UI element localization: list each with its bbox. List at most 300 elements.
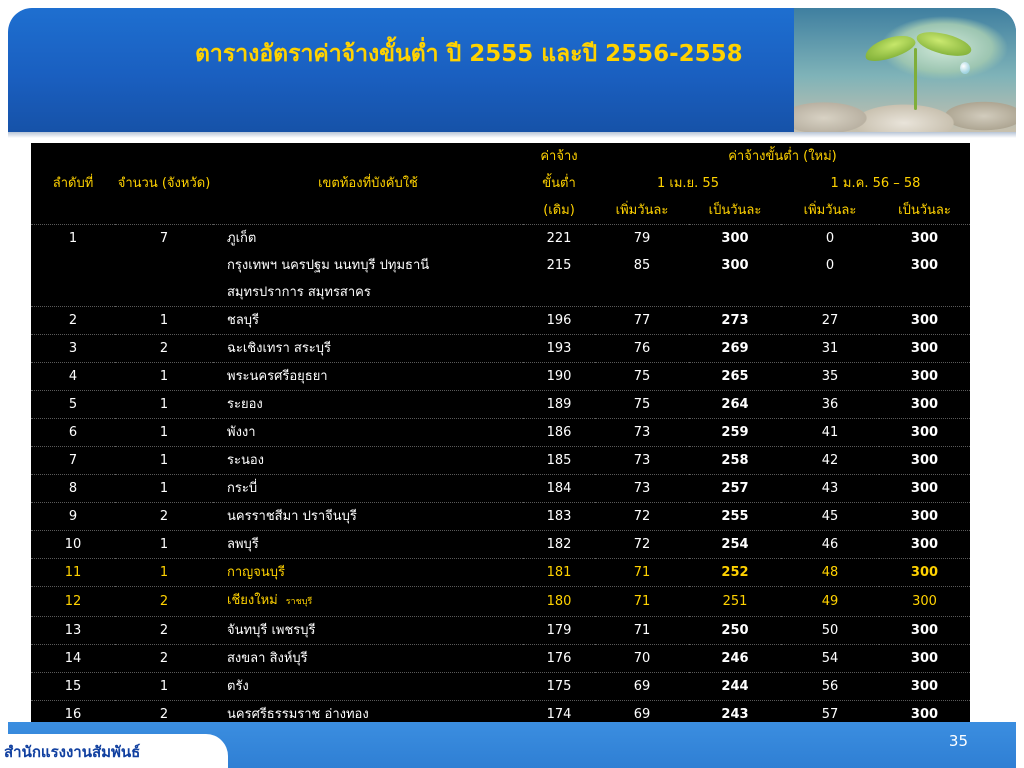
cell-per-day-1 bbox=[689, 447, 781, 475]
water-droplet-icon bbox=[960, 62, 970, 74]
header-per-day-1: เป็นวันละ bbox=[708, 203, 762, 218]
cell-area-text: เชียงใหม่ bbox=[227, 593, 278, 608]
cell-increase-1-text: 73 bbox=[633, 481, 651, 496]
cell-count-text: 2 bbox=[159, 594, 169, 609]
cell-per-day-2-text: 300 bbox=[910, 425, 939, 440]
cell-old-wage bbox=[523, 419, 595, 447]
cell-area-text: ฉะเชิงเทรา สระบุรี bbox=[227, 341, 332, 356]
cell-old-wage-text: 215 bbox=[546, 258, 572, 273]
cell-count bbox=[115, 391, 213, 419]
cell-old-wage-text: 190 bbox=[546, 369, 572, 384]
cell-increase-1-text: 72 bbox=[633, 509, 651, 524]
cell-per-day-1-text: 252 bbox=[721, 565, 749, 580]
cell-no-text: 12 bbox=[64, 594, 82, 609]
cell-count-text: 2 bbox=[159, 509, 169, 524]
cell-per-day-2 bbox=[879, 307, 970, 335]
cell-old-wage-text: 189 bbox=[546, 397, 572, 412]
cell-increase-2 bbox=[781, 447, 879, 475]
cell-per-day-2 bbox=[879, 363, 970, 391]
cell-increase-2 bbox=[781, 645, 879, 673]
cell-per-day-2 bbox=[879, 503, 970, 531]
footer-org-name: สำนักแรงงานสัมพันธ์ bbox=[4, 743, 141, 761]
cell-old-wage-text: 182 bbox=[546, 537, 572, 552]
cell-area-text: กาญจนบุรี bbox=[227, 565, 285, 580]
cell-per-day-1-text: 255 bbox=[721, 509, 749, 524]
header-new-wage: ค่าจ้างขั้นต่ำ (ใหม่) bbox=[728, 149, 837, 164]
cell-no bbox=[31, 617, 115, 645]
cell-area-text: ระยอง bbox=[227, 397, 263, 412]
cell-old-wage bbox=[523, 673, 595, 701]
cell-no bbox=[31, 279, 115, 307]
cell-increase-1-text: 85 bbox=[633, 258, 651, 273]
cell-area bbox=[213, 225, 523, 253]
cell-per-day-2-text: 300 bbox=[910, 537, 939, 552]
cell-count bbox=[115, 335, 213, 363]
cell-per-day-2 bbox=[879, 559, 970, 587]
cell-increase-1 bbox=[595, 447, 689, 475]
cell-increase-1-text: 70 bbox=[633, 651, 651, 666]
sprout-leaf-left bbox=[862, 30, 918, 65]
cell-per-day-1 bbox=[689, 645, 781, 673]
header-shadow bbox=[8, 132, 1016, 138]
cell-increase-2-text: 43 bbox=[821, 481, 839, 496]
slide-title: ตารางอัตราค่าจ้างขั้นต่ำ ปี 2555 และปี 2556-2558 bbox=[195, 41, 743, 67]
cell-per-day-2 bbox=[879, 391, 970, 419]
cell-increase-2 bbox=[781, 391, 879, 419]
cell-count bbox=[115, 225, 213, 253]
table-row bbox=[31, 559, 970, 587]
cell-area-text: กระบี่ bbox=[227, 481, 258, 496]
cell-no-text: 8 bbox=[68, 481, 78, 496]
cell-increase-1 bbox=[595, 475, 689, 503]
header-old-wage-1: ค่าจ้าง bbox=[540, 149, 578, 164]
cell-area-text: สมุทรปราการ สมุทรสาคร bbox=[227, 285, 371, 300]
cell-area bbox=[213, 391, 523, 419]
cell-no bbox=[31, 252, 115, 279]
cell-no bbox=[31, 503, 115, 531]
cell-per-day-2 bbox=[879, 617, 970, 645]
slide-footer bbox=[8, 722, 1016, 768]
table-row bbox=[31, 587, 970, 617]
cell-per-day-2 bbox=[879, 279, 970, 307]
cell-increase-1 bbox=[595, 559, 689, 587]
cell-increase-2-text: 48 bbox=[821, 565, 839, 580]
table-row bbox=[31, 447, 970, 475]
cell-per-day-2 bbox=[879, 531, 970, 559]
cell-count bbox=[115, 419, 213, 447]
cell-increase-2 bbox=[781, 531, 879, 559]
cell-increase-2-text: 35 bbox=[821, 369, 839, 384]
cell-increase-2 bbox=[781, 559, 879, 587]
cell-no-text: 1 bbox=[68, 231, 78, 246]
cell-area-text: พังงา bbox=[227, 425, 256, 440]
page-number: 35 bbox=[948, 732, 968, 750]
cell-old-wage bbox=[523, 475, 595, 503]
cell-count-text: 2 bbox=[159, 341, 169, 356]
cell-increase-2-text: 36 bbox=[821, 397, 839, 412]
cell-area-text: สงขลา สิงห์บุรี bbox=[227, 651, 308, 666]
cell-area-text: ระนอง bbox=[227, 453, 265, 468]
cell-old-wage bbox=[523, 335, 595, 363]
cell-per-day-2-text: 300 bbox=[910, 231, 939, 246]
cell-per-day-2-text: 300 bbox=[912, 594, 937, 609]
cell-old-wage bbox=[523, 559, 595, 587]
cell-area-text: ชลบุรี bbox=[227, 313, 260, 328]
cell-no bbox=[31, 531, 115, 559]
cell-increase-1 bbox=[595, 503, 689, 531]
cell-count-text: 1 bbox=[159, 453, 169, 468]
cell-old-wage bbox=[523, 587, 595, 617]
cell-count bbox=[115, 475, 213, 503]
cell-count bbox=[115, 617, 213, 645]
cell-increase-2-text: 42 bbox=[821, 453, 839, 468]
cell-per-day-2 bbox=[879, 475, 970, 503]
cell-increase-2 bbox=[781, 307, 879, 335]
cell-no-text: 10 bbox=[64, 537, 82, 552]
cell-per-day-1-text: 300 bbox=[721, 231, 749, 246]
cell-no bbox=[31, 335, 115, 363]
cell-increase-1-text: 71 bbox=[633, 594, 651, 609]
cell-increase-1-text: 69 bbox=[633, 707, 651, 722]
cell-per-day-1-text: 265 bbox=[721, 369, 749, 384]
cell-no bbox=[31, 225, 115, 253]
cell-no bbox=[31, 363, 115, 391]
sprout-leaf-right bbox=[914, 28, 973, 61]
cell-per-day-1 bbox=[689, 335, 781, 363]
cell-area bbox=[213, 419, 523, 447]
cell-per-day-1-text: 259 bbox=[721, 425, 749, 440]
cell-count bbox=[115, 363, 213, 391]
cell-increase-2 bbox=[781, 503, 879, 531]
cell-increase-2-text: 50 bbox=[821, 623, 839, 638]
cell-count-text: 2 bbox=[159, 707, 169, 722]
cell-old-wage bbox=[523, 307, 595, 335]
cell-increase-1-text: 72 bbox=[633, 537, 651, 552]
cell-increase-2 bbox=[781, 279, 879, 307]
table-row bbox=[31, 475, 970, 503]
cell-per-day-2-text: 300 bbox=[910, 565, 939, 580]
cell-area bbox=[213, 617, 523, 645]
cell-per-day-1-text: 244 bbox=[721, 679, 749, 694]
cell-no bbox=[31, 391, 115, 419]
header-period-1: 1 เม.ย. 55 bbox=[657, 176, 719, 191]
table-row bbox=[31, 363, 970, 391]
cell-per-day-2 bbox=[879, 447, 970, 475]
cell-increase-2 bbox=[781, 252, 879, 279]
table-row bbox=[31, 419, 970, 447]
cell-per-day-2-text: 300 bbox=[910, 341, 939, 356]
cell-per-day-1 bbox=[689, 391, 781, 419]
cell-no-text: 11 bbox=[64, 565, 82, 580]
cell-per-day-1 bbox=[689, 503, 781, 531]
header-old-wage-2: ขั้นต่ำ bbox=[542, 176, 576, 191]
cell-per-day-1 bbox=[689, 617, 781, 645]
cell-per-day-1-text: 269 bbox=[721, 341, 749, 356]
cell-count bbox=[115, 531, 213, 559]
cell-old-wage bbox=[523, 447, 595, 475]
cell-area bbox=[213, 475, 523, 503]
cell-old-wage-text: 186 bbox=[546, 425, 572, 440]
cell-per-day-2 bbox=[879, 587, 970, 617]
cell-no bbox=[31, 447, 115, 475]
cell-per-day-1 bbox=[689, 587, 781, 617]
cell-increase-2-text: 45 bbox=[821, 509, 839, 524]
header-per-day-2: เป็นวันละ bbox=[898, 203, 951, 218]
cell-old-wage bbox=[523, 531, 595, 559]
cell-no-text: 6 bbox=[68, 425, 78, 440]
cell-increase-2 bbox=[781, 363, 879, 391]
table-row bbox=[31, 335, 970, 363]
cell-per-day-1-text: 243 bbox=[721, 707, 749, 722]
cell-increase-1 bbox=[595, 225, 689, 253]
cell-count-text: 1 bbox=[159, 481, 169, 496]
cell-per-day-1 bbox=[689, 419, 781, 447]
cell-per-day-1-text: 251 bbox=[722, 594, 748, 609]
cell-per-day-1 bbox=[689, 252, 781, 279]
cell-count-text: 1 bbox=[159, 537, 169, 552]
cell-old-wage-text: 221 bbox=[546, 231, 572, 246]
cell-old-wage-text: 183 bbox=[546, 509, 572, 524]
cell-old-wage-text: 193 bbox=[546, 341, 572, 356]
cell-per-day-2-text: 300 bbox=[910, 481, 939, 496]
cell-no bbox=[31, 645, 115, 673]
wage-table-container bbox=[31, 143, 970, 728]
cell-area-text: กรุงเทพฯ นครปฐม นนทบุรี ปทุมธานี bbox=[227, 258, 430, 273]
cell-count-text: 1 bbox=[159, 565, 169, 580]
cell-increase-1-text: 77 bbox=[633, 313, 651, 328]
cell-increase-1-text: 73 bbox=[633, 425, 651, 440]
cell-old-wage-text: 184 bbox=[546, 481, 572, 496]
cell-increase-2-text: 41 bbox=[821, 425, 839, 440]
cell-count-text: 7 bbox=[159, 231, 169, 246]
header-area: เขตท้องที่บังคับใช้ bbox=[318, 176, 418, 191]
cell-increase-1 bbox=[595, 531, 689, 559]
cell-count bbox=[115, 587, 213, 617]
cell-increase-1 bbox=[595, 363, 689, 391]
cell-no bbox=[31, 307, 115, 335]
cell-increase-2-text: 0 bbox=[825, 258, 835, 273]
cell-area-text: ภูเก็ต bbox=[227, 231, 257, 246]
table-row bbox=[31, 391, 970, 419]
cell-old-wage-text: 181 bbox=[546, 565, 572, 580]
cell-no-text: 4 bbox=[68, 369, 78, 384]
sprout-stem bbox=[914, 48, 917, 110]
cell-area bbox=[213, 279, 523, 307]
cell-increase-1-text: 71 bbox=[633, 565, 651, 580]
cell-old-wage-text: 185 bbox=[546, 453, 572, 468]
header-no: ลำดับที่ bbox=[52, 176, 94, 191]
cell-old-wage bbox=[523, 252, 595, 279]
cell-per-day-2 bbox=[879, 335, 970, 363]
cell-per-day-1 bbox=[689, 559, 781, 587]
table-row bbox=[31, 645, 970, 673]
cell-no bbox=[31, 475, 115, 503]
cell-count bbox=[115, 559, 213, 587]
cell-count bbox=[115, 307, 213, 335]
cell-per-day-1 bbox=[689, 307, 781, 335]
cell-count-text: 1 bbox=[159, 369, 169, 384]
cell-count-text: 1 bbox=[159, 397, 169, 412]
cell-count-text: 1 bbox=[159, 679, 169, 694]
header-period-2: 1 ม.ค. 56 – 58 bbox=[830, 176, 921, 191]
table-row bbox=[31, 225, 970, 253]
table-body bbox=[31, 225, 970, 729]
cell-increase-1 bbox=[595, 307, 689, 335]
cell-increase-1-text: 73 bbox=[633, 453, 651, 468]
cell-old-wage bbox=[523, 279, 595, 307]
cell-increase-2-text: 0 bbox=[825, 231, 835, 246]
cell-per-day-1-text: 258 bbox=[721, 453, 749, 468]
cell-area bbox=[213, 531, 523, 559]
cell-no-text: 2 bbox=[68, 313, 78, 328]
cell-increase-2-text: 54 bbox=[821, 651, 839, 666]
cell-no bbox=[31, 559, 115, 587]
cell-old-wage-text: 176 bbox=[546, 651, 572, 666]
cell-count bbox=[115, 279, 213, 307]
cell-no-text: 3 bbox=[68, 341, 78, 356]
cell-per-day-2-text: 300 bbox=[910, 369, 939, 384]
wage-table bbox=[31, 143, 970, 728]
cell-area bbox=[213, 503, 523, 531]
cell-increase-2 bbox=[781, 673, 879, 701]
cell-per-day-2-text: 300 bbox=[910, 509, 939, 524]
cell-area-text: พระนครศรีอยุธยา bbox=[227, 369, 328, 384]
cell-per-day-1-text: 250 bbox=[721, 623, 749, 638]
cell-increase-1-text: 71 bbox=[633, 623, 651, 638]
cell-area-text: ลพบุรี bbox=[227, 537, 259, 552]
cell-no bbox=[31, 673, 115, 701]
cell-old-wage-text: 174 bbox=[546, 707, 572, 722]
cell-no-text: 7 bbox=[68, 453, 78, 468]
cell-count-text: 1 bbox=[159, 313, 169, 328]
cell-per-day-1 bbox=[689, 475, 781, 503]
cell-area-note: ราชบุรี bbox=[285, 597, 313, 607]
cell-increase-2 bbox=[781, 617, 879, 645]
cell-area bbox=[213, 645, 523, 673]
cell-per-day-1-text: 264 bbox=[721, 397, 749, 412]
table-row bbox=[31, 617, 970, 645]
cell-per-day-2-text: 300 bbox=[910, 679, 939, 694]
cell-no-text: 15 bbox=[64, 679, 82, 694]
cell-increase-2 bbox=[781, 587, 879, 617]
cell-increase-2-text: 56 bbox=[821, 679, 839, 694]
cell-per-day-1 bbox=[689, 363, 781, 391]
cell-per-day-1 bbox=[689, 673, 781, 701]
cell-area-text: นครศรีธรรมราช อ่างทอง bbox=[227, 707, 369, 722]
cell-per-day-1-text: 273 bbox=[721, 313, 749, 328]
cell-old-wage-text: 180 bbox=[546, 594, 572, 609]
cell-increase-2 bbox=[781, 475, 879, 503]
cell-area bbox=[213, 587, 523, 617]
cell-per-day-2-text: 300 bbox=[910, 651, 939, 666]
cell-increase-1-text: 75 bbox=[633, 369, 651, 384]
sprout-photo bbox=[794, 8, 1016, 132]
header-increase-1: เพิ่มวันละ bbox=[615, 203, 669, 218]
cell-per-day-2 bbox=[879, 225, 970, 253]
cell-per-day-2-text: 300 bbox=[910, 453, 939, 468]
cell-increase-1 bbox=[595, 335, 689, 363]
cell-count bbox=[115, 645, 213, 673]
cell-old-wage-text: 179 bbox=[546, 623, 572, 638]
cell-area bbox=[213, 673, 523, 701]
cell-increase-1 bbox=[595, 673, 689, 701]
cell-no-text: 16 bbox=[64, 707, 82, 722]
cell-old-wage-text: 196 bbox=[546, 313, 572, 328]
cell-old-wage bbox=[523, 391, 595, 419]
cell-increase-1 bbox=[595, 645, 689, 673]
cell-increase-1 bbox=[595, 419, 689, 447]
cell-old-wage bbox=[523, 503, 595, 531]
cell-count-text: 2 bbox=[159, 651, 169, 666]
cell-no bbox=[31, 587, 115, 617]
cell-increase-2-text: 57 bbox=[821, 707, 839, 722]
cell-increase-1 bbox=[595, 617, 689, 645]
cell-no-text: 13 bbox=[64, 623, 82, 638]
cell-increase-2-text: 46 bbox=[821, 537, 839, 552]
cell-per-day-2 bbox=[879, 645, 970, 673]
cell-count bbox=[115, 447, 213, 475]
cell-increase-1-text: 75 bbox=[633, 397, 651, 412]
cell-increase-1 bbox=[595, 279, 689, 307]
cell-per-day-2-text: 300 bbox=[910, 313, 939, 328]
cell-increase-2 bbox=[781, 335, 879, 363]
cell-per-day-2-text: 300 bbox=[910, 397, 939, 412]
cell-per-day-2-text: 300 bbox=[910, 623, 939, 638]
cell-per-day-2-text: 300 bbox=[910, 707, 939, 722]
cell-per-day-1-text: 257 bbox=[721, 481, 749, 496]
cell-count-text: 2 bbox=[159, 623, 169, 638]
cell-count bbox=[115, 673, 213, 701]
cell-per-day-2 bbox=[879, 419, 970, 447]
cell-per-day-1 bbox=[689, 225, 781, 253]
cell-per-day-1 bbox=[689, 531, 781, 559]
header-count: จำนวน (จังหวัด) bbox=[117, 176, 211, 191]
table-row bbox=[31, 307, 970, 335]
cell-old-wage bbox=[523, 225, 595, 253]
cell-area-text: นครราชสีมา ปราจีนบุรี bbox=[227, 509, 357, 524]
cell-per-day-1-text: 246 bbox=[721, 651, 749, 666]
cell-no bbox=[31, 419, 115, 447]
table-header bbox=[31, 143, 970, 225]
cell-count bbox=[115, 503, 213, 531]
cell-no-text: 14 bbox=[64, 651, 82, 666]
cell-area bbox=[213, 559, 523, 587]
cell-area bbox=[213, 252, 523, 279]
cell-area-text: ตรัง bbox=[227, 679, 249, 694]
cell-increase-2-text: 27 bbox=[821, 313, 839, 328]
cell-increase-2 bbox=[781, 419, 879, 447]
cell-increase-1 bbox=[595, 391, 689, 419]
cell-per-day-2-text: 300 bbox=[910, 258, 939, 273]
table-row bbox=[31, 531, 970, 559]
header-increase-2: เพิ่มวันละ bbox=[803, 203, 857, 218]
cell-increase-1-text: 76 bbox=[633, 341, 651, 356]
cell-increase-2-text: 49 bbox=[821, 594, 839, 609]
cell-old-wage-text: 175 bbox=[546, 679, 572, 694]
table-row bbox=[31, 673, 970, 701]
cell-no-text: 5 bbox=[68, 397, 78, 412]
cell-per-day-1-text: 254 bbox=[721, 537, 749, 552]
cell-increase-1 bbox=[595, 252, 689, 279]
cell-count bbox=[115, 252, 213, 279]
cell-per-day-1 bbox=[689, 279, 781, 307]
cell-area bbox=[213, 335, 523, 363]
cell-per-day-1-text: 300 bbox=[721, 258, 749, 273]
cell-area bbox=[213, 447, 523, 475]
cell-increase-1-text: 79 bbox=[633, 231, 651, 246]
table-row bbox=[31, 252, 970, 279]
table-row bbox=[31, 279, 970, 307]
